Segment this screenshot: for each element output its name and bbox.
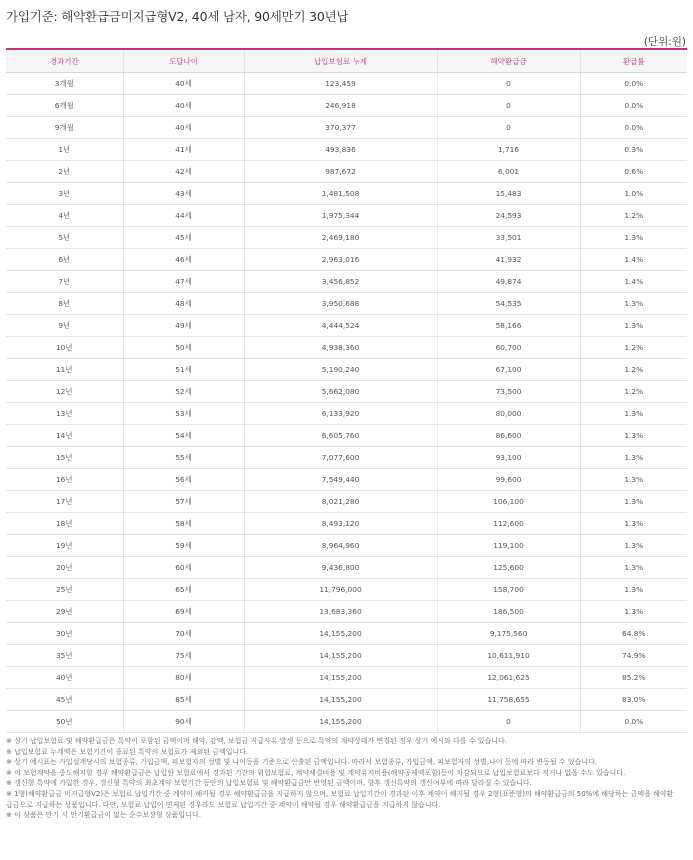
unit-label: (단위:원): [643, 36, 686, 48]
surrender-value-cell: 58,166: [437, 315, 580, 337]
table-row: [6, 579, 687, 601]
table-row: [6, 117, 687, 139]
header-attained-age: 도달나이: [123, 49, 244, 73]
refund-rate-cell: 1.3%: [580, 491, 687, 513]
cumulative-premium-cell: 6,133,920: [244, 403, 437, 425]
table-row: [6, 557, 687, 579]
refund-rate-cell: 1.3%: [580, 557, 687, 579]
refund-rate-cell: 1.2%: [580, 359, 687, 381]
surrender-value-cell: 158,700: [437, 579, 580, 601]
table-row: [6, 183, 687, 205]
elapsed-period-cell: 6년: [6, 249, 123, 271]
cumulative-premium-cell: 2,963,016: [244, 249, 437, 271]
elapsed-period-cell: 15년: [6, 447, 123, 469]
surrender-value-cell: 11,758,655: [437, 689, 580, 711]
elapsed-period-cell: 45년: [6, 689, 123, 711]
elapsed-period-cell: 1년: [6, 139, 123, 161]
table-row: [6, 491, 687, 513]
attained-age-cell: 69세: [123, 601, 244, 623]
header-refund-rate: 환급률: [580, 49, 687, 73]
refund-rate-cell: 0.3%: [580, 139, 687, 161]
notes-section: [6, 736, 674, 821]
surrender-value-cell: 73,500: [437, 381, 580, 403]
surrender-value-cell: 9,175,560: [437, 623, 580, 645]
surrender-value-cell: 15,483: [437, 183, 580, 205]
cumulative-premium-cell: 14,155,200: [244, 645, 437, 667]
note-item: ※ 1형(해약환급금 미지급형V2)은 보험료 납입기간 중 계약이 해지될 경우 해약환급금을 지급하지 않으며, 보험료 납입기간이 경과된 이후 계약이 해지될 경우 2형(표준형)의 해약환급금의 50%에 해당하는 금액을 해약환급금으로 지급하는 상품입니다. 다만, 보험료 납입이 면제된 경우라도 보험료 납입기간 중 계약이 해약될 경우 해약환급금을 지급하지 않습니다.: [6, 789, 674, 809]
refund-rate-cell: 74.9%: [580, 645, 687, 667]
cumulative-premium-cell: 8,964,960: [244, 535, 437, 557]
table-row: [6, 403, 687, 425]
header-elapsed-period: 경과기간: [6, 49, 123, 73]
cumulative-premium-cell: 8,021,280: [244, 491, 437, 513]
elapsed-period-cell: 14년: [6, 425, 123, 447]
refund-rate-cell: 0.0%: [580, 711, 687, 733]
table-row: [6, 315, 687, 337]
table-row: [6, 381, 687, 403]
elapsed-period-cell: 18년: [6, 513, 123, 535]
surrender-value-cell: 54,535: [437, 293, 580, 315]
cumulative-premium-cell: 9,436,800: [244, 557, 437, 579]
attained-age-cell: 80세: [123, 667, 244, 689]
elapsed-period-cell: 17년: [6, 491, 123, 513]
attained-age-cell: 55세: [123, 447, 244, 469]
attained-age-cell: 51세: [123, 359, 244, 381]
elapsed-period-cell: 9년: [6, 315, 123, 337]
cumulative-premium-cell: 3,456,852: [244, 271, 437, 293]
cumulative-premium-cell: 11,796,000: [244, 579, 437, 601]
attained-age-cell: 45세: [123, 227, 244, 249]
attained-age-cell: 40세: [123, 117, 244, 139]
cumulative-premium-cell: 5,190,240: [244, 359, 437, 381]
elapsed-period-cell: 11년: [6, 359, 123, 381]
refund-rate-cell: 1.3%: [580, 293, 687, 315]
refund-rate-cell: 0.0%: [580, 73, 687, 95]
table-body: [6, 73, 687, 733]
table-row: [6, 271, 687, 293]
cumulative-premium-cell: 4,444,524: [244, 315, 437, 337]
surrender-value-cell: 49,874: [437, 271, 580, 293]
elapsed-period-cell: 16년: [6, 469, 123, 491]
surrender-value-cell: 119,100: [437, 535, 580, 557]
attained-age-cell: 52세: [123, 381, 244, 403]
surrender-value-cell: 0: [437, 711, 580, 733]
attained-age-cell: 49세: [123, 315, 244, 337]
attained-age-cell: 46세: [123, 249, 244, 271]
refund-rate-cell: 1.0%: [580, 183, 687, 205]
cumulative-premium-cell: 6,605,760: [244, 425, 437, 447]
attained-age-cell: 75세: [123, 645, 244, 667]
cumulative-premium-cell: 246,918: [244, 95, 437, 117]
table-row: [6, 513, 687, 535]
elapsed-period-cell: 7년: [6, 271, 123, 293]
cumulative-premium-cell: 13,683,360: [244, 601, 437, 623]
surrender-value-cell: 60,700: [437, 337, 580, 359]
note-item: ※ 이 보험계약을 중도해지할 경우 해약환급금은 납입한 보험료에서 경과된 기간의 위험보험료, 계약체결비용 및 계약유지비용(해약공제액포함)등이 차감되므로 납입보험료보다 적거나 없을 수도 있습니다.: [6, 768, 626, 777]
note-item: ※ 상기 납입보험료 및 해약환급금은 특약이 포함된 금액이며 해약, 감액, 보험금 지급사유 발생 등으로 특약의 계약상태가 변경된 경우 상기 예시와 다를 수 있습니다.: [6, 737, 508, 745]
attained-age-cell: 85세: [123, 689, 244, 711]
table-row: [6, 205, 687, 227]
surrender-value-cell: 67,100: [437, 359, 580, 381]
table-row: [6, 337, 687, 359]
table-row: [6, 249, 687, 271]
cumulative-premium-cell: 8,493,120: [244, 513, 437, 535]
refund-rate-cell: 0.6%: [580, 161, 687, 183]
note-item: ※ 상기 예시표는 가입설계당시의 보험종류, 가입금액, 피보험자의 성별 및 나이등을 기준으로 산출된 금액입니다. 따라서 보험종류, 가입금액, 피보험자의 성별,나이 등에 따라 변동될 수 있습니다.: [6, 758, 598, 767]
elapsed-period-cell: 40년: [6, 667, 123, 689]
table-row: [6, 359, 687, 381]
attained-age-cell: 47세: [123, 271, 244, 293]
attained-age-cell: 48세: [123, 293, 244, 315]
attained-age-cell: 50세: [123, 337, 244, 359]
cumulative-premium-cell: 5,662,080: [244, 381, 437, 403]
elapsed-period-cell: 8년: [6, 293, 123, 315]
table-row: [6, 711, 687, 733]
attained-age-cell: 58세: [123, 513, 244, 535]
cumulative-premium-cell: 3,950,688: [244, 293, 437, 315]
refund-rate-cell: 1.4%: [580, 249, 687, 271]
surrender-value-cell: 33,501: [437, 227, 580, 249]
refund-rate-cell: 1.3%: [580, 469, 687, 491]
refund-rate-cell: 1.3%: [580, 315, 687, 337]
cumulative-premium-cell: 14,155,200: [244, 711, 437, 733]
attained-age-cell: 60세: [123, 557, 244, 579]
attained-age-cell: 90세: [123, 711, 244, 733]
cumulative-premium-cell: 14,155,200: [244, 623, 437, 645]
cumulative-premium-cell: 14,155,200: [244, 667, 437, 689]
attained-age-cell: 43세: [123, 183, 244, 205]
refund-rate-cell: 0.0%: [580, 117, 687, 139]
cumulative-premium-cell: 4,938,360: [244, 337, 437, 359]
surrender-value-cell: 10,611,910: [437, 645, 580, 667]
surrender-value-cell: 0: [437, 95, 580, 117]
surrender-value-cell: 80,000: [437, 403, 580, 425]
surrender-value-cell: 1,716: [437, 139, 580, 161]
elapsed-period-cell: 12년: [6, 381, 123, 403]
table-row: [6, 139, 687, 161]
attained-age-cell: 44세: [123, 205, 244, 227]
header-surrender-value: 해약환급금: [437, 49, 580, 73]
elapsed-period-cell: 20년: [6, 557, 123, 579]
cumulative-premium-cell: 14,155,200: [244, 689, 437, 711]
table-row: [6, 293, 687, 315]
elapsed-period-cell: 35년: [6, 645, 123, 667]
elapsed-period-cell: 5년: [6, 227, 123, 249]
surrender-value-cell: 12,061,625: [437, 667, 580, 689]
cumulative-premium-cell: 493,836: [244, 139, 437, 161]
cumulative-premium-cell: 987,672: [244, 161, 437, 183]
attained-age-cell: 42세: [123, 161, 244, 183]
cumulative-premium-cell: 123,459: [244, 73, 437, 95]
refund-table: [6, 48, 687, 733]
refund-rate-cell: 1.2%: [580, 381, 687, 403]
table-row: [6, 535, 687, 557]
table-row: [6, 601, 687, 623]
surrender-value-cell: 93,100: [437, 447, 580, 469]
page-title: 가입기준: 해약환급금미지급형V2, 40세 남자, 90세만기 30년납: [6, 9, 349, 24]
refund-rate-cell: 1.2%: [580, 337, 687, 359]
note-item: ※ 이 상품은 만기 시 만기환급금이 없는 순수보장형 상품입니다.: [6, 811, 201, 820]
refund-rate-cell: 1.3%: [580, 601, 687, 623]
elapsed-period-cell: 9개월: [6, 117, 123, 139]
surrender-value-cell: 106,100: [437, 491, 580, 513]
elapsed-period-cell: 4년: [6, 205, 123, 227]
cumulative-premium-cell: 1,975,344: [244, 205, 437, 227]
surrender-value-cell: 0: [437, 117, 580, 139]
surrender-value-cell: 41,932: [437, 249, 580, 271]
table-row: [6, 689, 687, 711]
note-item: ※ 납입보험료 누계액은 보험기간이 종료된 특약의 보험료가 제외된 금액입니다.: [6, 747, 249, 756]
attained-age-cell: 56세: [123, 469, 244, 491]
refund-rate-cell: 0.0%: [580, 95, 687, 117]
table-row: [6, 227, 687, 249]
attained-age-cell: 70세: [123, 623, 244, 645]
note-item: ※ 갱신형 특약에 가입한 경우, 갱신형 특약의 최초계약 보험기간 동안의 납입보험료 및 해약환급금만 반영된 금액이며, 향후 갱신특약의 갱신여부에 따라 달라질 수 있습니다.: [6, 779, 532, 788]
surrender-value-cell: 99,600: [437, 469, 580, 491]
cumulative-premium-cell: 370,377: [244, 117, 437, 139]
surrender-value-cell: 6,001: [437, 161, 580, 183]
table-row: [6, 425, 687, 447]
attained-age-cell: 41세: [123, 139, 244, 161]
refund-rate-cell: 1.3%: [580, 403, 687, 425]
attained-age-cell: 40세: [123, 95, 244, 117]
refund-rate-cell: 1.3%: [580, 513, 687, 535]
refund-rate-cell: 1.3%: [580, 447, 687, 469]
table-row: [6, 73, 687, 95]
elapsed-period-cell: 2년: [6, 161, 123, 183]
cumulative-premium-cell: 7,549,440: [244, 469, 437, 491]
table-row: [6, 161, 687, 183]
surrender-value-cell: 0: [437, 73, 580, 95]
table-row: [6, 95, 687, 117]
refund-rate-cell: 64.8%: [580, 623, 687, 645]
refund-rate-cell: 1.3%: [580, 579, 687, 601]
refund-rate-cell: 1.4%: [580, 271, 687, 293]
table-row: [6, 623, 687, 645]
attained-age-cell: 65세: [123, 579, 244, 601]
elapsed-period-cell: 6개월: [6, 95, 123, 117]
surrender-value-cell: 24,593: [437, 205, 580, 227]
elapsed-period-cell: 19년: [6, 535, 123, 557]
elapsed-period-cell: 10년: [6, 337, 123, 359]
refund-rate-cell: 83.0%: [580, 689, 687, 711]
table-row: [6, 447, 687, 469]
cumulative-premium-cell: 1,481,508: [244, 183, 437, 205]
surrender-value-cell: 186,500: [437, 601, 580, 623]
refund-rate-cell: 85.2%: [580, 667, 687, 689]
table-row: [6, 469, 687, 491]
cumulative-premium-cell: 2,469,180: [244, 227, 437, 249]
refund-rate-cell: 1.2%: [580, 205, 687, 227]
elapsed-period-cell: 25년: [6, 579, 123, 601]
elapsed-period-cell: 13년: [6, 403, 123, 425]
surrender-value-cell: 125,600: [437, 557, 580, 579]
table-row: [6, 645, 687, 667]
surrender-value-cell: 112,600: [437, 513, 580, 535]
attained-age-cell: 54세: [123, 425, 244, 447]
table-header-row: [6, 49, 687, 73]
refund-rate-cell: 1.3%: [580, 535, 687, 557]
elapsed-period-cell: 3년: [6, 183, 123, 205]
refund-rate-cell: 1.3%: [580, 227, 687, 249]
attained-age-cell: 59세: [123, 535, 244, 557]
elapsed-period-cell: 29년: [6, 601, 123, 623]
elapsed-period-cell: 30년: [6, 623, 123, 645]
elapsed-period-cell: 50년: [6, 711, 123, 733]
surrender-value-cell: 86,600: [437, 425, 580, 447]
attained-age-cell: 53세: [123, 403, 244, 425]
attained-age-cell: 57세: [123, 491, 244, 513]
elapsed-period-cell: 3개월: [6, 73, 123, 95]
attained-age-cell: 40세: [123, 73, 244, 95]
header-cumulative-premium: 납입보험료 누계: [244, 49, 437, 73]
table-row: [6, 667, 687, 689]
refund-rate-cell: 1.3%: [580, 425, 687, 447]
cumulative-premium-cell: 7,077,600: [244, 447, 437, 469]
